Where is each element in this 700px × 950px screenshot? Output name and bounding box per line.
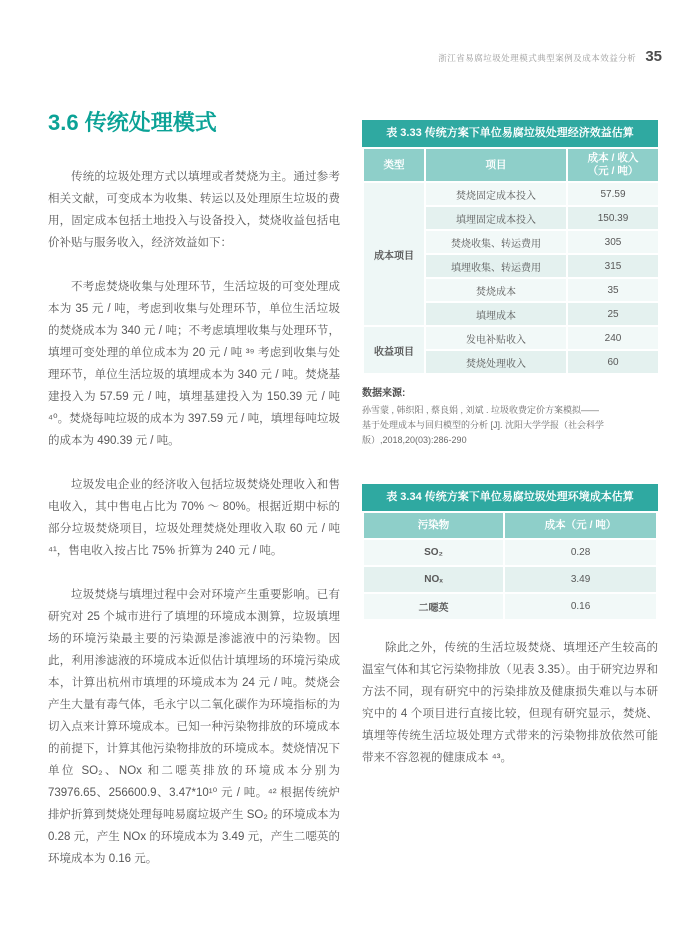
column-header-type: 类型 [363,148,425,182]
item-cell: 焚烧成本 [425,278,567,302]
item-cell: 发电补贴收入 [425,326,567,350]
cost-group-label: 成本项目 [363,182,425,326]
table-row [363,593,657,620]
table-3-33-grid [362,147,660,375]
data-source-note [362,384,658,448]
pollutant-cell: SO₂ [363,539,504,566]
paragraph-2: 不考虑焚烧收集与处理环节，生活垃圾的可变处理成本为 35 元 / 吨，考虑到收集与处理环节，单位生活垃圾的焚烧成本为 340 元 / 吨；不考虑填埋收集与处理环节，填埋可变处理的单位成本为 20 元 / 吨 ³⁹ 考虑到收集与处理环节，单位生活垃圾的填埋成本为 340 元 / 吨。焚烧基建投入为 57.59 元 / 吨，填埋基建投入为 150.39 元 / 吨 ⁴⁰。焚烧每吨垃圾的成本为 397.59 元 / 吨，填埋每吨垃圾的成本为 490.39 元 / 吨。 [48,281,340,447]
table-3-34-title: 表 3.34 传统方案下单位易腐垃圾处理环境成本估算 [362,484,658,511]
value-cell: 57.59 [567,182,659,206]
column-header-value-line1: 成本 / 收入 [587,152,639,164]
page-header [438,48,662,65]
table-row [363,182,659,206]
value-cell: 25 [567,302,659,326]
table-row [363,326,659,350]
value-cell: 305 [567,230,659,254]
table-row [363,539,657,566]
paragraph-4: 垃圾焚烧与填埋过程中会对环境产生重要影响。已有研究对 25 个城市进行了填埋的环境成本测算，垃圾填埋场的环境污染最主要的污染源是渗滤液中的污染物。因此，利用渗滤液的环境成本近似估计填埋场的环境污染成本，计算出杭州市填埋的环境成本为 24 元 / 吨。焚烧会产生大量有毒气体，毛永宁以二氧化碳作为环境指标的为切入点来计算环境成本。已知一种污染物排放的环境成本的前提下，计算其他污染物排放的环境成本。焚烧情况下单位 SO₂、NOx 和二噁英排放的环境成本分别为 73976.65、256600.9、3.47*10¹⁰ 元 / 吨。⁴² 根据传统炉排炉折算到焚烧处理每吨易腐垃圾产生 SO₂ 的环境成本为 0.28 元，产生 NOx 的环境成本为 3.49 元，产生二噁英的环境成本为 0.16 元。 [48,589,340,865]
column-header-value [567,148,659,182]
value-cell: 150.39 [567,206,659,230]
cost-cell: 0.28 [504,539,657,566]
value-cell: 315 [567,254,659,278]
column-header-pollutant: 污染物 [363,512,504,539]
column-header-value-line2: （元 / 吨） [587,165,639,177]
left-column [48,110,340,892]
value-cell: 35 [567,278,659,302]
running-head-title: 浙江省易腐垃圾处理模式典型案例及成本效益分析 [438,53,637,63]
column-header-item: 项目 [425,148,567,182]
table-3-34-header-row [363,512,657,539]
closing-paragraph: 除此之外，传统的生活垃圾焚烧、填埋还产生较高的温室气体和其它污染物排放（见表 3.35）。由于研究边界和方法不同，现有研究中的污染排放及健康损失难以与本研究中的 4 个项目进行直接比较，但现有研究显示，焚烧、填埋等传统生活垃圾处理方式带来的污染物排放依然可能带来不容忽视的健康成本 ⁴³。 [362,642,658,764]
table-3-33 [362,120,658,375]
item-cell: 焚烧收集、转运费用 [425,230,567,254]
right-column [362,120,658,769]
pollutant-cell: NOₓ [363,566,504,593]
value-cell: 240 [567,326,659,350]
cost-cell: 3.49 [504,566,657,593]
item-cell: 焚烧固定成本投入 [425,182,567,206]
cost-cell: 0.16 [504,593,657,620]
table-row [363,566,657,593]
table-3-33-header-row [363,148,659,182]
item-cell: 填埋固定成本投入 [425,206,567,230]
paragraph-1: 传统的垃圾处理方式以填埋或者焚烧为主。通过参考相关文献，可变成本为收集、转运以及处理原生垃圾的费用，固定成本包括土地投入与设备投入，焚烧收益包括电价补贴与服务收入，经济效益如下： [48,171,340,249]
column-header-cost: 成本（元 / 吨） [504,512,657,539]
benefit-group-label: 收益项目 [363,326,425,374]
data-source-label: 数据来源: [362,388,406,399]
table-3-34 [362,484,658,621]
paragraph-3: 垃圾发电企业的经济收入包括垃圾焚烧处理收入和售电收入，其中售电占比为 70% ～ 80%。根据近期中标的部分垃圾焚烧项目，垃圾处理焚烧处理收入取 60 元 / 吨 ⁴¹，售电收入按占比 75% 折算为 240 元 / 吨。 [48,479,340,557]
page-number: 35 [645,48,662,65]
section-heading: 3.6 传统处理模式 [48,110,217,135]
item-cell: 填埋收集、转运费用 [425,254,567,278]
data-source-line: 基于处理成本与回归模型的分析 [J]. 沈阳大学学报（社会科学 [362,420,605,430]
table-3-34-grid [362,511,658,621]
value-cell: 60 [567,350,659,374]
data-source-line: 版）,2018,20(03):286-290 [362,435,467,445]
item-cell: 焚烧处理收入 [425,350,567,374]
table-3-33-title: 表 3.33 传统方案下单位易腐垃圾处理经济效益估算 [362,120,658,147]
data-source-line: 孙雪蒙 , 韩织阳 , 蔡良娟 , 刘斌 . 垃圾收费定价方案模拟—— [362,405,600,415]
item-cell: 填埋成本 [425,302,567,326]
pollutant-cell: 二噁英 [363,593,504,620]
